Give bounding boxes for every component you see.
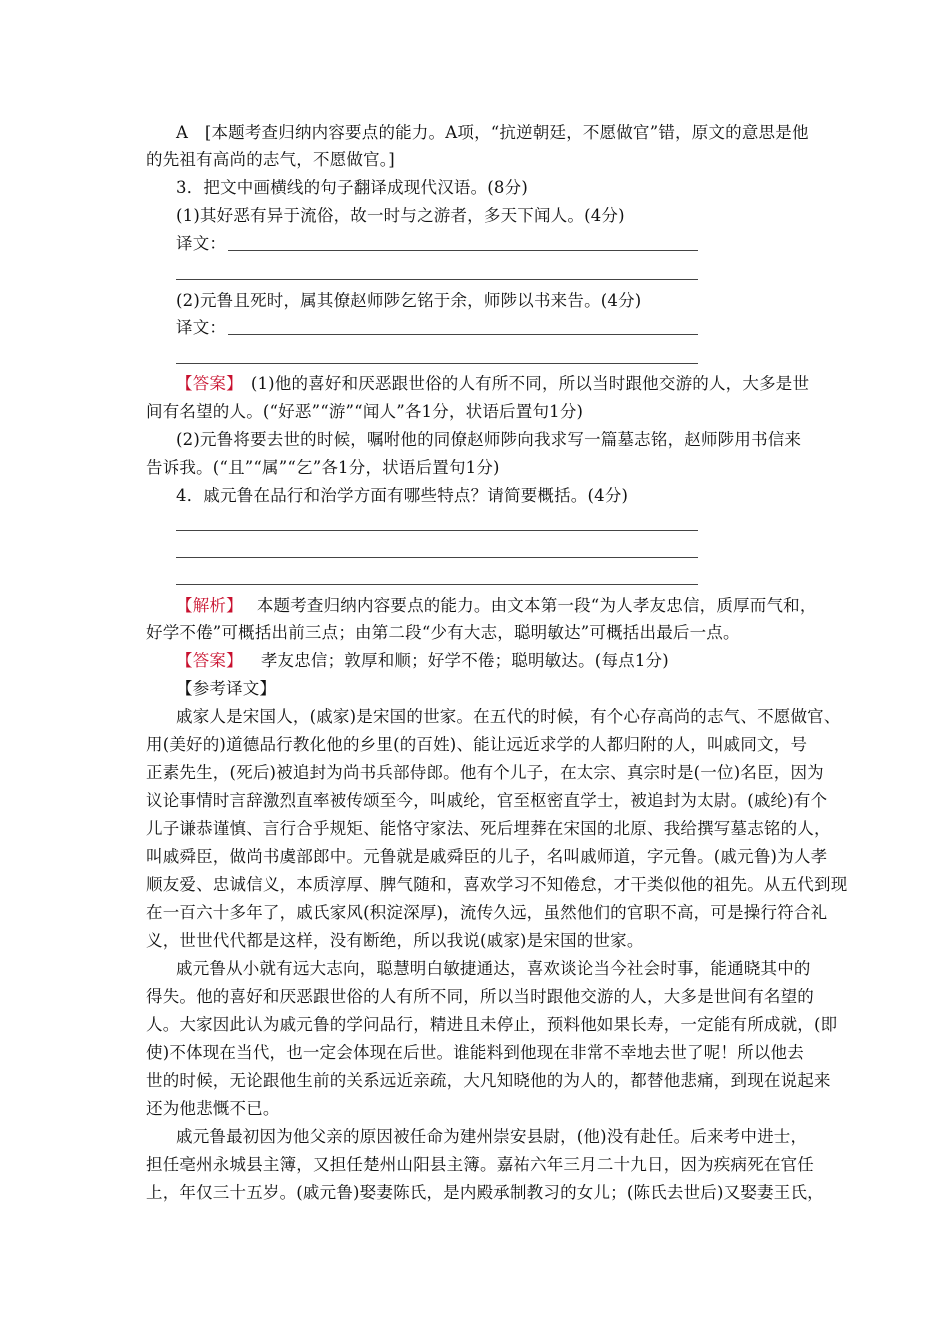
q3-answer-line-1 [176, 372, 809, 396]
paragraph-line: 戚家人是宋国人，(戚家)是宋国的世家。在五代的时候，有个心存高尚的志气、不愿做官、 [176, 707, 841, 726]
paragraph-line: 义，世世代代都是这样，没有断绝，所以我说(戚家)是宋国的世家。 [146, 931, 644, 950]
paragraph-line: 戚元鲁从小就有远大志向，聪慧明白敏捷通达，喜欢谈论当今社会时事，能通晓其中的 [176, 959, 811, 978]
paragraph-line: 使)不体现在当代，也一定会体现在后世。谁能料到他现在非常不幸地去世了呢！所以他去 [146, 1043, 804, 1062]
paragraph-line: 担任亳州永城县主簿，又担任楚州山阳县主簿。嘉祐六年三月二十九日，因为疾病死在官任 [146, 1155, 814, 1174]
answer-blank-line [176, 363, 698, 364]
paragraph-line: 用(美好的)道德品行教化他的乡里(的百姓)、能让远近求学的人都归附的人，叫戚同文，号 [146, 735, 808, 754]
answer-blank-line [176, 530, 698, 531]
q3-answer-line-4: 告诉我。(“且”“属”“乞”各1分，状语后置句1分) [146, 458, 500, 477]
q4-title: 4．戚元鲁在品行和治学方面有哪些特点？请简要概括。(4分) [176, 486, 629, 505]
answer-blank-line [228, 250, 698, 251]
answer-blank-line [228, 334, 698, 335]
paragraph-line: 人。大家因此认为戚元鲁的学问品行，精进且未停止，预料他如果长寿，一定能有所成就，(即 [146, 1015, 838, 1034]
q4-analysis-line-2: 好学不倦”可概括出前三点；由第二段“少有大志，聪明敏达”可概括出最后一点。 [146, 623, 740, 642]
paragraph-line: 世的时候，无论跟他生前的关系远近亲疏，大凡知晓他的为人的，都替他悲痛，到现在说起来 [146, 1071, 831, 1090]
answer-blank-line [176, 584, 698, 585]
answer-blank-line [176, 279, 698, 280]
paragraph-line: 还为他悲慨不已。 [146, 1099, 280, 1118]
paragraph-line: 得失。他的喜好和厌恶跟世俗的人有所不同，所以当时跟他交游的人，大多是世间有名望的 [146, 987, 814, 1006]
paragraph-line: 议论事情时言辞激烈直率被传颂至今，叫戚纶，官至枢密直学士，被追封为太尉。(戚纶)有个 [146, 791, 828, 810]
answer-text: (1)他的喜好和厌恶跟世俗的人有所不同，所以当时跟他交游的人，大多是世 [250, 374, 810, 393]
answer-text: 孝友忠信；敦厚和顺；好学不倦；聪明敏达。(每点1分) [260, 651, 669, 670]
paragraph-line: 顺友爱、忠诚信义，本质淳厚、脾气随和，喜欢学习不知倦怠，才干类似他的祖先。从五代到现 [146, 875, 848, 894]
q3-answer-line-2: 间有名望的人。(“好恶”“游”“闻人”各1分，状语后置句1分) [146, 402, 584, 421]
paragraph-line: 上，年仅三十五岁。(戚元鲁)娶妻陈氏，是内殿承制教习的女儿；(陈氏去世后)又娶妻王氏， [146, 1183, 824, 1202]
answer-blank-line [176, 557, 698, 558]
paragraph-line: 戚元鲁最初因为他父亲的原因被任命为建州崇安县尉，(他)没有赴任。后来考中进士， [176, 1127, 808, 1146]
reference-translation-heading: 【参考译文】 [176, 679, 277, 698]
q3-title: 3．把文中画横线的句子翻译成现代汉语。(8分) [176, 178, 528, 197]
paragraph-line: 儿子谦恭谨慎、言行合乎规矩、能恪守家法、死后埋葬在宋国的北原、我给撰写墓志铭的人， [146, 819, 831, 838]
paragraph-line: 正素先生，(死后)被追封为尚书兵部侍郎。他有个儿子，在太宗、真宗时是(一位)名臣，因为 [146, 763, 824, 782]
q2-answer-line-1: A [本题考查归纳内容要点的能力。A项，“抗逆朝廷，不愿做官”错，原文的意思是他 [176, 123, 809, 142]
q3-sentence-2: (2)元鲁且死时，属其僚赵师陟乞铭于余，师陟以书来告。(4分) [176, 291, 642, 310]
q3-translation-label-2: 译文： [176, 318, 227, 337]
q3-translation-label-1: 译文： [176, 234, 227, 253]
analysis-text: 本题考查归纳内容要点的能力。由文本第一段“为人孝友忠信，质厚而气和， [256, 596, 817, 615]
answer-tag: 【答案】 [176, 651, 243, 670]
q4-analysis-line-1 [176, 594, 817, 618]
q2-answer-line-2: 的先祖有高尚的志气，不愿做官。] [146, 150, 395, 169]
analysis-tag: 【解析】 [176, 596, 243, 615]
paragraph-line: 在一百六十多年了，戚氏家风(积淀深厚)，流传久远，虽然他们的官职不高，可是操行符合礼 [146, 903, 828, 922]
answer-tag: 【答案】 [176, 374, 243, 393]
paragraph-line: 叫戚舜臣，做尚书虞部郎中。元鲁就是戚舜臣的儿子，名叫戚师道，字元鲁。(戚元鲁)为人孝 [146, 847, 828, 866]
q3-sentence-1: (1)其好恶有异于流俗，故一时与之游者，多天下闻人。(4分) [176, 206, 625, 225]
q4-answer [176, 649, 669, 673]
q3-answer-line-3: (2)元鲁将要去世的时候，嘱咐他的同僚赵师陟向我求写一篇墓志铭，赵师陟用书信来 [176, 430, 802, 449]
